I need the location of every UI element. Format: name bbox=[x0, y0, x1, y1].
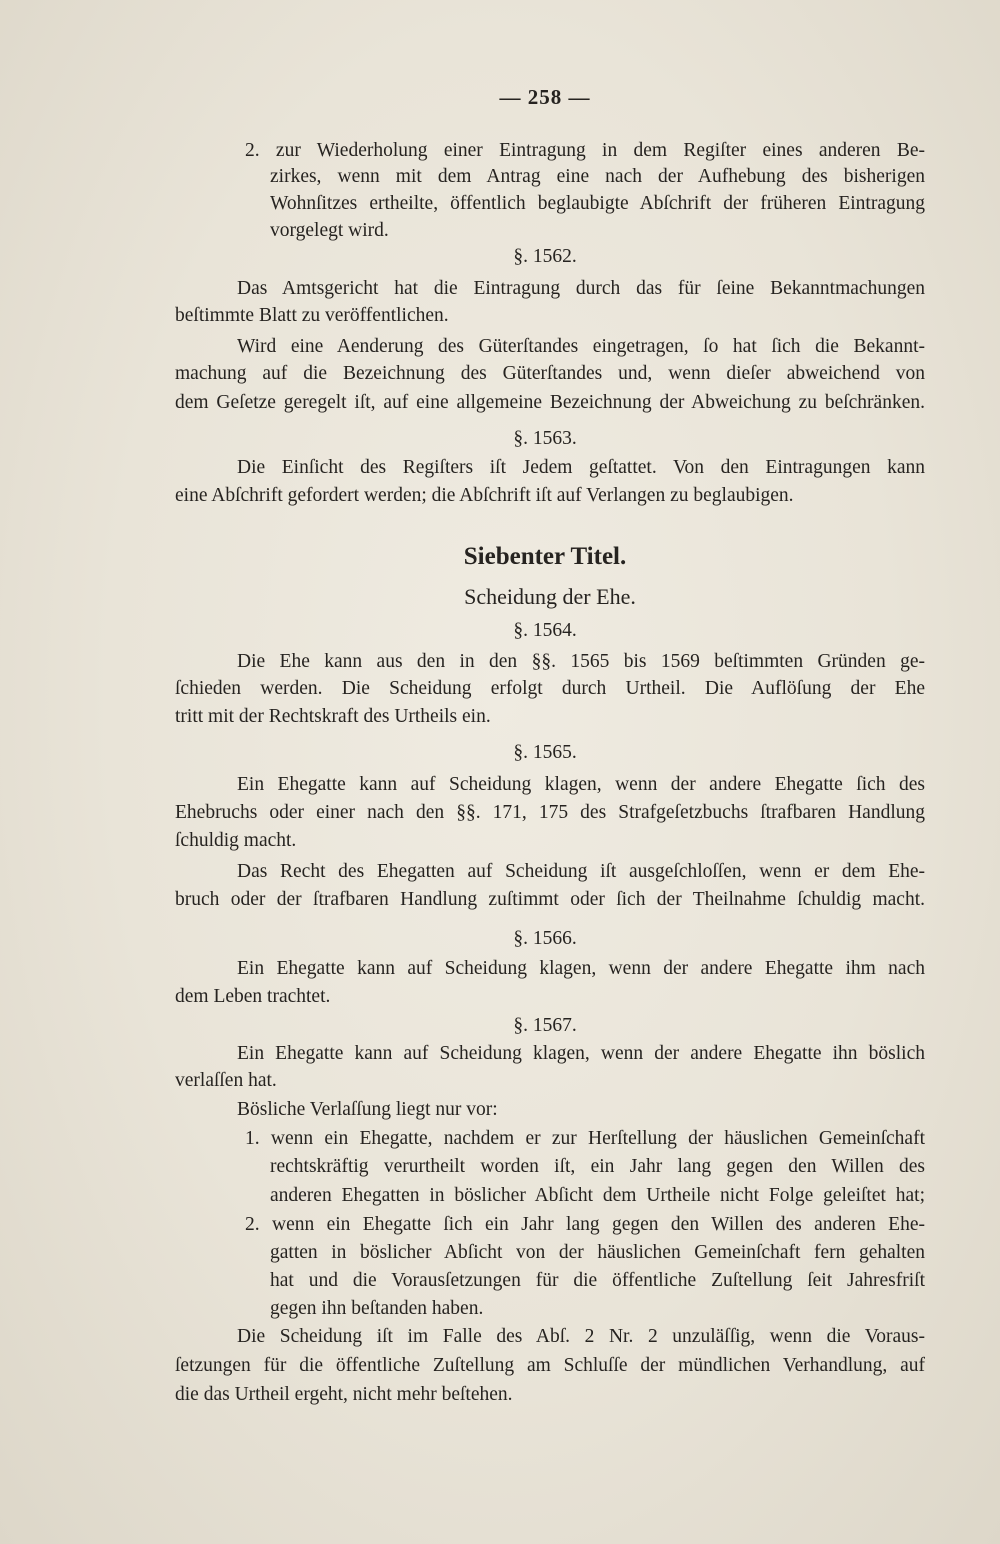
text-line: ſchuldig macht. bbox=[175, 830, 297, 851]
section-heading: §. 1564. bbox=[513, 620, 577, 641]
text-line: gatten in böslicher Abſicht von der häuslichen Gemeinſchaft fern gehalten bbox=[270, 1242, 925, 1263]
text-line: gegen ihn beſtanden haben. bbox=[270, 1298, 484, 1319]
text-line: ſchieden werden. Die Scheidung erfolgt durch Urtheil. Die Auflöſung der Ehe bbox=[175, 678, 925, 699]
text-line: rechtskräftig verurtheilt worden iſt, ein Jahr lang gegen den Willen des bbox=[270, 1156, 925, 1177]
text-line: 2. zur Wiederholung einer Eintragung in dem Regiſter eines anderen Be- bbox=[245, 140, 925, 161]
text-line: zirkes, wenn mit dem Antrag eine nach der Aufhebung des bisherigen bbox=[270, 166, 925, 187]
text-line: Die Scheidung iſt im Falle des Abſ. 2 Nr. 2 unzuläſſig, wenn die Voraus- bbox=[237, 1326, 925, 1347]
text-line: Das Amtsgericht hat die Eintragung durch das für ſeine Bekanntmachungen bbox=[237, 278, 925, 299]
text-line: Die Ehe kann aus den in den §§. 1565 bis 1569 beſtimmten Gründen ge- bbox=[237, 651, 925, 672]
section-heading: §. 1566. bbox=[513, 928, 577, 949]
text-line: Ein Ehegatte kann auf Scheidung klagen, wenn der andere Ehegatte ihn böslich bbox=[237, 1043, 925, 1064]
section-heading: §. 1565. bbox=[513, 742, 577, 763]
section-heading: §. 1563. bbox=[513, 428, 577, 449]
text-line: Ein Ehegatte kann auf Scheidung klagen, wenn der andere Ehegatte ihm nach bbox=[237, 958, 925, 979]
text-line: die das Urtheil ergeht, nicht mehr beſtehen. bbox=[175, 1384, 513, 1405]
text-line: Wird eine Aenderung des Güterſtandes eingetragen, ſo hat ſich die Bekannt- bbox=[237, 336, 925, 357]
page-number: — 258 — bbox=[499, 85, 591, 109]
text-line: Die Einſicht des Regiſters iſt Jedem geſtattet. Von den Eintragungen kann bbox=[237, 457, 925, 478]
text-line: machung auf die Bezeichnung des Güterſtandes und, wenn dieſer abweichend von bbox=[175, 363, 925, 384]
text-line: Ehebruchs oder einer nach den §§. 171, 175 des Strafgeſetzbuchs ſtrafbaren Handlung bbox=[175, 802, 925, 823]
text-line: ſetzungen für die öffentliche Zuſtellung am Schluſſe der mündlichen Verhandlung, auf bbox=[175, 1355, 925, 1376]
text-line: eine Abſchrift gefordert werden; die Abſchrift iſt auf Verlangen zu beglaubigen. bbox=[175, 485, 794, 506]
text-line: Das Recht des Ehegatten auf Scheidung iſt ausgeſchloſſen, wenn er dem Ehe- bbox=[237, 861, 925, 882]
text-line: dem Geſetze geregelt iſt, auf eine allgemeine Bezeichnung der Abweichung zu beſchränken. bbox=[175, 392, 925, 413]
text-line: tritt mit der Rechtskraft des Urtheils ein. bbox=[175, 706, 491, 727]
text-line: beſtimmte Blatt zu veröffentlichen. bbox=[175, 305, 449, 326]
text-line: vorgelegt wird. bbox=[270, 220, 389, 241]
text-line: dem Leben trachtet. bbox=[175, 986, 331, 1007]
section-heading: §. 1562. bbox=[513, 246, 577, 267]
text-line: hat und die Vorausſetzungen für die öffentliche Zuſtellung ſeit Jahresfriſt bbox=[270, 1270, 925, 1291]
text-line: 2. wenn ein Ehegatte ſich ein Jahr lang gegen den Willen des anderen Ehe- bbox=[245, 1214, 925, 1235]
section-heading: §. 1567. bbox=[513, 1015, 577, 1036]
text-line: Wohnſitzes ertheilte, öffentlich beglaubigte Abſchrift der früheren Eintragung bbox=[270, 193, 925, 214]
title-heading: Siebenter Titel. bbox=[463, 543, 627, 570]
text-line: anderen Ehegatten in böslicher Abſicht dem Urtheile nicht Folge geleiſtet hat; bbox=[270, 1185, 925, 1206]
subtitle-heading: Scheidung der Ehe. bbox=[464, 584, 636, 609]
text-line: Bösliche Verlaſſung liegt nur vor: bbox=[237, 1099, 498, 1120]
text-line: Ein Ehegatte kann auf Scheidung klagen, wenn der andere Ehegatte ſich des bbox=[237, 774, 925, 795]
text-line: 1. wenn ein Ehegatte, nachdem er zur Herſtellung der häuslichen Gemeinſchaft bbox=[245, 1128, 925, 1149]
text-line: verlaſſen hat. bbox=[175, 1070, 277, 1091]
text-line: bruch oder der ſtrafbaren Handlung zuſtimmt oder ſich der Theilnahme ſchuldig macht. bbox=[175, 889, 925, 910]
